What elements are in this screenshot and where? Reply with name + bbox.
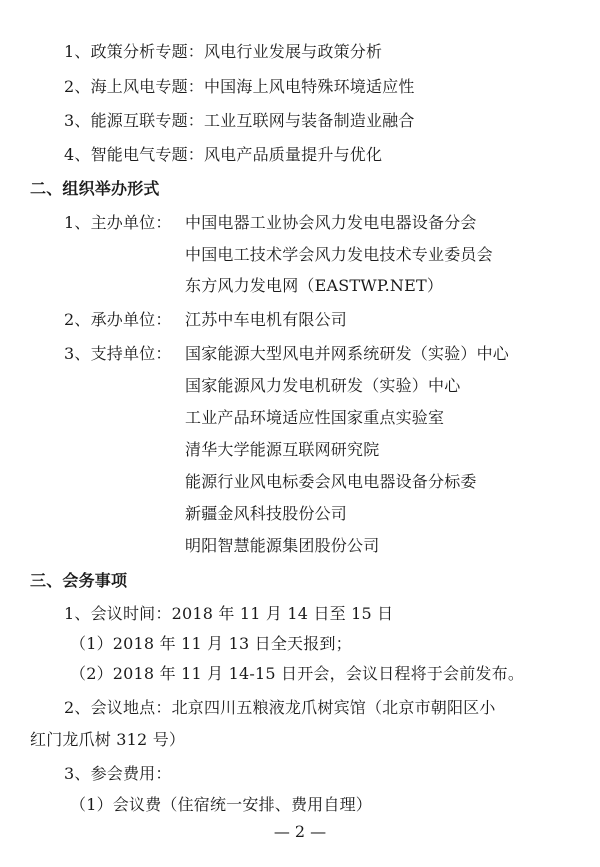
host-org: 中国电工技术学会风力发电技术专业委员会 (185, 245, 493, 264)
support-org: 清华大学能源互联网研究院 (185, 440, 380, 459)
support-label: 3、支持单位： (64, 344, 172, 363)
meeting-time: 1、会议时间：2018 年 11 月 14 日至 15 日 (64, 604, 394, 623)
topic-item: 3、能源互联专题：工业互联网与装备制造业融合 (64, 111, 415, 130)
topic-item: 1、政策分析专题：风电行业发展与政策分析 (64, 42, 383, 61)
section-heading: 三、会务事项 (30, 571, 128, 590)
host-org: 东方风力发电网（EASTWP.NET） (185, 276, 444, 295)
support-org: 工业产品环境适应性国家重点实验室 (185, 408, 445, 427)
organizer-org: 江苏中车电机有限公司 (185, 310, 348, 329)
support-org: 新疆金风科技股份公司 (185, 504, 348, 523)
host-org: 中国电器工业协会风力发电电器设备分会 (185, 213, 477, 232)
host-label: 1、主办单位： (64, 213, 172, 232)
time-item: （1）2018 年 11 月 13 日全天报到； (70, 634, 352, 653)
support-org: 国家能源风力发电机研发（实验）中心 (185, 376, 461, 395)
fee-label: 3、参会费用： (64, 764, 172, 783)
page-number: — 2 — (273, 822, 327, 841)
time-item: （2）2018 年 11 月 14-15 日开会，会议日程将于会前发布。 (70, 664, 525, 683)
organizer-label: 2、承办单位： (64, 310, 172, 329)
support-org: 能源行业风电标委会风电电器设备分标委 (185, 472, 477, 491)
support-org: 明阳智慧能源集团股份公司 (185, 536, 380, 555)
support-org: 国家能源大型风电并网系统研发（实验）中心 (185, 344, 510, 363)
topic-item: 2、海上风电专题：中国海上风电特殊环境适应性 (64, 77, 415, 96)
section-heading: 二、组织举办形式 (30, 179, 160, 198)
fee-item: （1）会议费（住宿统一安排、费用自理） (70, 795, 372, 814)
meeting-venue: 2、会议地点：北京四川五粮液龙爪树宾馆（北京市朝阳区小 (64, 698, 496, 717)
topic-item: 4、智能电气专题：风电产品质量提升与优化 (64, 145, 383, 164)
meeting-venue-cont: 红门龙爪树 312 号） (30, 730, 186, 749)
